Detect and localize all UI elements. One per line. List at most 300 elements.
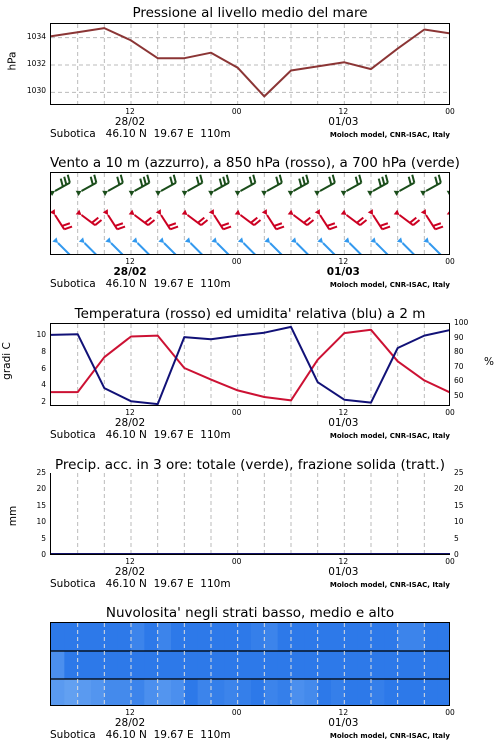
cloud-cell (344, 651, 358, 680)
wind-arrowhead (288, 191, 294, 196)
y-tick-label: 1034 (26, 31, 46, 41)
wind-shaft (400, 183, 415, 191)
wind-barb-tick (64, 177, 66, 185)
wind-shaft (85, 243, 97, 255)
wind-plot (50, 172, 450, 255)
y-tick-label: 0 (41, 550, 46, 559)
wind-barb-tick (276, 227, 284, 230)
cloud-cell (278, 679, 292, 706)
wind-barb-tick (220, 179, 222, 187)
cloud-cell (411, 623, 425, 652)
location-label: Subotica 46.10 N 19.67 E 110m (50, 429, 231, 441)
x-tick-label: 12 (338, 257, 349, 266)
wind-barb-700hpa (261, 175, 282, 196)
temp-plot (50, 323, 450, 406)
wind-barb-tick (144, 177, 146, 185)
wind-shaft (217, 243, 229, 255)
wind-barb-tick (168, 223, 176, 226)
wind-shaft (426, 215, 435, 229)
date-label: 01/03 (328, 417, 359, 429)
cloud-cell (91, 679, 105, 706)
cloud-cell (198, 623, 212, 652)
wind-barb-tick (333, 175, 335, 183)
wind-barb-700hpa (76, 175, 97, 196)
location-label: Subotica 46.10 N 19.67 E 110m (50, 128, 231, 140)
wind-arrowhead (51, 191, 55, 196)
wind-panel (0, 150, 500, 300)
wind-title: Vento a 10 m (azzurro), a 850 hPa (rosso), a 700 hPa (verde) (50, 155, 460, 171)
cloud-cell (398, 679, 412, 706)
y-tick-label-right: 90 (454, 332, 464, 342)
cloud-cell (264, 651, 278, 680)
wind-arrowhead (447, 191, 450, 196)
cloud-cell (424, 651, 438, 680)
wind-arrowhead (156, 209, 161, 215)
cloud-cell (398, 651, 412, 680)
wind-arrowhead (394, 191, 400, 196)
wind-barb-850hpa (209, 209, 231, 229)
wind-barb-tick (174, 175, 176, 183)
wind-barb-tick (145, 218, 151, 223)
cloud-cell (278, 651, 292, 680)
y-tick-label: 25 (36, 468, 46, 477)
wind-barb-tick (357, 218, 363, 223)
wind-arrowhead (420, 191, 426, 196)
wind-barb-tick (91, 177, 93, 185)
wind-arrowhead (52, 237, 58, 243)
humidity-line (51, 327, 450, 404)
wind-barb-tick (306, 175, 308, 183)
cloud-cell (78, 623, 92, 652)
wind-arrowhead (235, 191, 241, 196)
y-tick-label: 2 (41, 396, 46, 406)
wind-barb-tick (170, 227, 178, 230)
cloud-cell (51, 623, 65, 652)
cloud-cell (51, 679, 65, 706)
x-tick-label: 12 (125, 257, 135, 266)
cloud-cell (251, 679, 265, 706)
pressure-title: Pressione al livello medio del mare (132, 5, 368, 21)
wind-arrowhead (447, 210, 450, 215)
wind-arrowhead (314, 191, 320, 196)
cloud-cell (131, 623, 145, 652)
cloud-plot (50, 622, 450, 706)
wind-shaft (429, 243, 441, 255)
wind-barb-tick (117, 177, 119, 185)
wind-barb-850hpa (288, 210, 314, 226)
wind-shaft (214, 215, 223, 229)
wind-shaft (135, 215, 149, 225)
wind-shaft (320, 215, 329, 229)
wind-arrowhead (76, 210, 82, 215)
wind-barb-850hpa (76, 210, 102, 226)
y-tick-label-right: 50 (454, 390, 464, 400)
wind-barb-850hpa (447, 210, 450, 226)
wind-barb-tick (439, 175, 441, 183)
wind-barb-850hpa (103, 209, 125, 229)
wind-barb-850hpa (182, 210, 208, 226)
wind-barb-tick (147, 175, 149, 183)
wind-barb-tick (201, 220, 207, 225)
cloud-cell (304, 651, 318, 680)
wind-barb-tick (276, 177, 278, 185)
cloud-cell (104, 651, 118, 680)
model-credit: Moloch model, CNR-ISAC, Italy (329, 131, 450, 139)
wind-shaft (138, 243, 150, 255)
wind-shaft (82, 183, 97, 191)
wind-shaft (164, 243, 176, 255)
x-tick-label: 12 (338, 708, 349, 717)
cloud-cell (291, 623, 305, 652)
wind-shaft (111, 243, 123, 255)
y-tick-label-right: 5 (454, 533, 459, 543)
cloud-cell (358, 679, 372, 706)
cloud-cell (371, 679, 385, 706)
precip-panel (0, 450, 500, 600)
wind-barb-tick (356, 177, 358, 185)
wind-barb-tick (140, 179, 142, 187)
x-tick-label: 00 (231, 557, 242, 566)
location-label: Subotica 46.10 N 19.67 E 110m (50, 278, 231, 290)
wind-barb-850hpa (129, 210, 155, 226)
wind-barb-tick (359, 175, 361, 183)
wind-barb-tick (95, 220, 101, 225)
wind-arrowhead (182, 191, 188, 196)
wind-barb-tick (360, 220, 366, 225)
y-tick-label: 1030 (26, 86, 46, 96)
y-tick-label-right: 60 (454, 376, 464, 386)
cloud-cell (318, 651, 332, 680)
x-tick-label: 00 (231, 408, 242, 417)
wind-arrowhead (129, 210, 135, 215)
date-label: 01/03 (328, 717, 359, 729)
cloud-cell (104, 623, 118, 652)
wind-shaft (188, 183, 203, 191)
cloud-cell (358, 623, 372, 652)
wind-arrowhead (264, 237, 270, 243)
wind-shaft (267, 215, 276, 229)
wind-arrowhead (103, 209, 108, 215)
wind-barb-tick (254, 220, 260, 225)
wind-arrowhead (341, 210, 347, 215)
y-tick-label: 20 (36, 484, 46, 494)
wind-barb-tick (327, 223, 335, 226)
temp-title: Temperatura (rosso) ed umidita' relativa (blu) a 2 m (74, 306, 426, 322)
wind-arrowhead (394, 210, 400, 215)
x-tick-label: 12 (125, 107, 135, 116)
wind-arrowhead (132, 237, 138, 243)
pressure-ylabel: hPa (6, 51, 19, 71)
wind-barb-tick (299, 179, 301, 187)
cloud-cell (104, 679, 118, 706)
y-tick-label-right: 100 (454, 318, 469, 327)
cloud-cell (438, 679, 450, 706)
date-label: 28/02 (114, 566, 146, 578)
wind-shaft (108, 183, 123, 191)
wind-arrowhead (105, 237, 111, 243)
wind-arrowhead (291, 237, 297, 243)
wind-arrow-10m (344, 237, 362, 255)
wind-barb-tick (64, 227, 72, 230)
wind-arrow-10m (423, 237, 441, 255)
model-credit: Moloch model, CNR-ISAC, Italy (329, 281, 450, 289)
wind-arrow-10m (317, 237, 335, 255)
wind-barb-700hpa (155, 175, 176, 196)
wind-barb-tick (329, 227, 337, 230)
cloud-cell (251, 651, 265, 680)
cloud-cell (251, 623, 265, 652)
pressure-line (51, 28, 450, 96)
wind-barb-700hpa (129, 175, 150, 196)
wind-shaft (347, 215, 361, 225)
wind-arrowhead (79, 237, 85, 243)
cloud-cell (411, 679, 425, 706)
wind-shaft (373, 215, 382, 229)
cloud-cell (304, 679, 318, 706)
wind-barb-850hpa (368, 209, 390, 229)
cloud-cell (91, 651, 105, 680)
cloud-cell (198, 679, 212, 706)
cloud-cell (171, 651, 185, 680)
wind-barb-tick (386, 175, 388, 183)
cloud-cell (64, 651, 78, 680)
y-tick-label: 1032 (26, 59, 46, 68)
wind-barb-tick (280, 175, 282, 183)
wind-barb-tick (198, 218, 204, 223)
wind-shaft (320, 183, 335, 191)
x-tick-label: 00 (445, 257, 455, 266)
y-tick-label: 15 (36, 500, 46, 510)
x-tick-label: 00 (445, 557, 455, 566)
wind-barb-700hpa (420, 175, 441, 196)
cloud-cell (331, 623, 345, 652)
wind-arrow-10m (291, 237, 309, 255)
wind-barb-tick (68, 175, 70, 183)
wind-barb-tick (200, 175, 202, 183)
wind-barb-tick (303, 177, 305, 185)
y-tick-label: 10 (36, 517, 46, 527)
x-tick-label: 12 (125, 408, 135, 417)
wind-arrow-10m (211, 237, 229, 255)
y-tick-label-right: 80 (454, 347, 464, 357)
cloud-cell (118, 651, 132, 680)
wind-barb-tick (92, 218, 98, 223)
wind-arrowhead (317, 237, 323, 243)
wind-barb-700hpa (208, 175, 229, 196)
precip-ylabel: mm (7, 505, 20, 527)
wind-arrowhead (102, 191, 108, 196)
wind-arrowhead (129, 191, 135, 196)
cloud-cell (344, 679, 358, 706)
cloud-cell (424, 623, 438, 652)
date-label: 01/03 (328, 566, 359, 578)
wind-shaft (267, 183, 282, 191)
cloud-cell (184, 623, 198, 652)
date-label: 28/02 (114, 717, 146, 729)
temp-ylabel: gradi C (0, 342, 13, 380)
wind-arrow-10m (132, 237, 150, 255)
cloud-cell (238, 651, 252, 680)
cloud-cell (78, 679, 92, 706)
wind-barb-tick (304, 218, 310, 223)
location-label: Subotica 46.10 N 19.67 E 110m (50, 578, 231, 590)
x-tick-label: 00 (231, 107, 242, 116)
wind-barb-tick (148, 220, 154, 225)
x-tick-label: 00 (445, 408, 455, 417)
cloud-cell (64, 679, 78, 706)
cloud-cell (158, 679, 172, 706)
cloud-cell (158, 651, 172, 680)
cloud-cell (131, 679, 145, 706)
precip-title: Precip. acc. in 3 ore: totale (verde), frazione solida (tratt.) (55, 457, 445, 473)
wind-arrowhead (185, 237, 191, 243)
wind-arrow-10m (185, 237, 203, 255)
wind-barb-850hpa (235, 210, 261, 226)
wind-arrowhead (367, 191, 373, 196)
cloud-cell (278, 623, 292, 652)
cloud-cell (224, 623, 238, 652)
wind-arrowhead (341, 191, 347, 196)
y-tick-label: 8 (41, 347, 46, 357)
y-tick-label-right: 70 (454, 361, 464, 371)
x-tick-label: 12 (338, 107, 349, 116)
wind-barb-tick (410, 218, 416, 223)
cloud-cell (224, 651, 238, 680)
cloud-cell (371, 651, 385, 680)
model-credit: Moloch model, CNR-ISAC, Italy (329, 732, 450, 740)
cloud-cell (331, 651, 345, 680)
wind-shaft (270, 243, 282, 255)
cloud-cell (171, 623, 185, 652)
cloud-cell (51, 651, 65, 680)
cloud-cell (438, 651, 450, 680)
wind-arrowhead (208, 191, 214, 196)
date-label: 01/03 (326, 266, 360, 278)
cloud-cell (264, 623, 278, 652)
wind-arrowhead (76, 191, 82, 196)
cloud-cell (291, 651, 305, 680)
wind-barb-tick (121, 175, 123, 183)
wind-barb-850hpa (315, 209, 337, 229)
wind-shaft (403, 243, 415, 255)
wind-shaft (108, 215, 117, 229)
wind-barb-tick (253, 175, 255, 183)
wind-shaft (297, 243, 309, 255)
temp-panel (0, 300, 500, 450)
cloud-cell (344, 623, 358, 652)
wind-barb-700hpa (367, 175, 388, 196)
y-tick-label-right: 0 (454, 550, 459, 559)
wind-shaft (241, 215, 255, 225)
y-tick-label-right: 20 (454, 484, 464, 494)
cloud-cell (131, 651, 145, 680)
wind-barb-tick (227, 175, 229, 183)
cloud-cell (424, 679, 438, 706)
cloud-cell (198, 651, 212, 680)
cloud-cell (384, 679, 398, 706)
cloud-cell (144, 623, 158, 652)
cloud-cell (398, 623, 412, 652)
wind-arrowhead (261, 191, 267, 196)
date-label: 01/03 (328, 116, 359, 128)
wind-arrow-10m (397, 237, 415, 255)
cloud-cell (184, 679, 198, 706)
x-tick-label: 00 (231, 257, 242, 266)
wind-barb-tick (251, 218, 257, 223)
wind-shaft (58, 243, 70, 255)
wind-barb-tick (62, 223, 70, 226)
cloud-cell (358, 651, 372, 680)
cloud-cell (238, 679, 252, 706)
wind-barb-tick (435, 177, 437, 185)
cloud-cell (371, 623, 385, 652)
wind-arrow-10m (370, 237, 388, 255)
y-tick-label: 6 (41, 363, 46, 373)
cloud-cell (91, 623, 105, 652)
wind-barb-tick (115, 223, 123, 226)
wind-barb-tick (250, 177, 252, 185)
pressure-plot (50, 23, 450, 105)
wind-arrow-10m (52, 237, 70, 255)
y-tick-label: 10 (36, 330, 46, 340)
wind-barb-tick (223, 177, 225, 185)
x-tick-label: 12 (125, 708, 135, 717)
wind-barb-tick (117, 227, 125, 230)
cloud-cell (211, 651, 225, 680)
wind-arrowhead (421, 209, 426, 215)
cloud-cell (438, 623, 450, 652)
y-tick-label-right: 25 (454, 468, 464, 477)
wind-arrow-10m (79, 237, 97, 255)
cloud-cell (144, 679, 158, 706)
wind-arrowhead (368, 209, 373, 215)
y-tick-label-right: 15 (454, 500, 464, 510)
x-tick-label: 12 (338, 557, 349, 566)
wind-barb-700hpa (394, 175, 415, 196)
wind-shaft (191, 243, 203, 255)
wind-arrow-10m (238, 237, 256, 255)
cloud-cell (304, 623, 318, 652)
cloud-cell (318, 679, 332, 706)
wind-barb-tick (94, 175, 96, 183)
wind-arrowhead (158, 237, 164, 243)
wind-arrow-10m (158, 237, 176, 255)
wind-shaft (347, 183, 362, 191)
rh-ylabel: % (484, 356, 494, 368)
cloud-cell (64, 623, 78, 652)
cloud-cell (211, 623, 225, 652)
wind-arrow-10m (105, 237, 123, 255)
pressure-panel (0, 0, 500, 150)
cloud-cell (118, 623, 132, 652)
y-tick-label: 4 (41, 380, 46, 390)
x-tick-label: 00 (231, 708, 242, 717)
model-credit: Moloch model, CNR-ISAC, Italy (329, 581, 450, 589)
wind-barb-850hpa (262, 209, 284, 229)
wind-shaft (244, 243, 256, 255)
wind-barb-tick (307, 220, 313, 225)
wind-barb-700hpa (288, 175, 309, 196)
cloud-cell (384, 623, 398, 652)
wind-arrowhead (51, 209, 55, 215)
wind-shaft (161, 215, 170, 229)
wind-arrowhead (238, 237, 244, 243)
cloud-cell (331, 679, 345, 706)
cloud-cell (211, 679, 225, 706)
cloud-panel (0, 600, 500, 750)
x-tick-label: 12 (338, 408, 349, 417)
cloud-cell (238, 623, 252, 652)
